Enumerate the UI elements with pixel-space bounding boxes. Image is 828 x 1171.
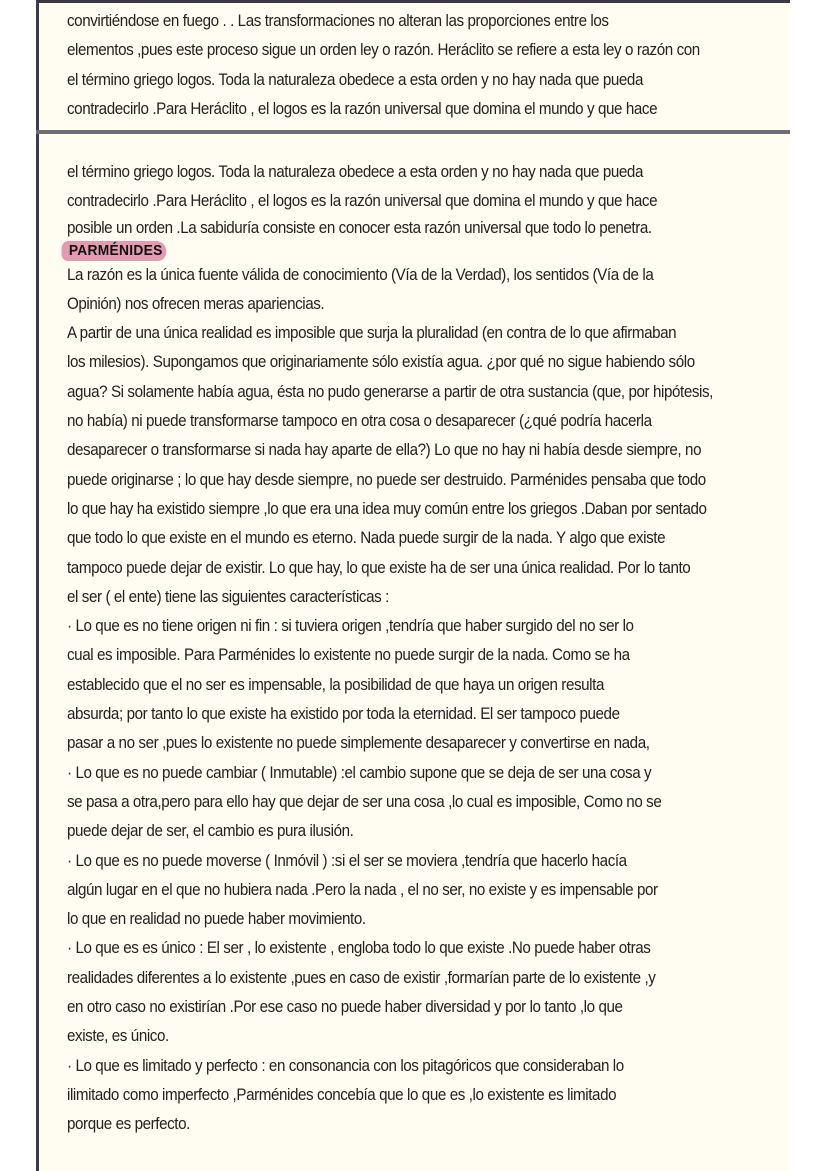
bullet-line: · Lo que es no puede cambiar ( Inmutable) :el cambio supone que se deja de ser una cosa y xyxy=(67,763,652,782)
section-heading-wrap xyxy=(67,239,723,261)
text-line: La razón es la única fuente válida de conocimiento (Vía de la Verdad), los sentidos (Vía de la xyxy=(67,265,654,284)
text-line: cual es imposible. Para Parménides lo existente no puede surgir de la nada. Como se ha xyxy=(67,646,630,665)
bullet-line: · Lo que es no tiene origen ni fin : si tuviera origen ,tendría que haber surgido del no ser lo xyxy=(67,617,634,636)
text-line: puede dejar de ser, el cambio es pura ilusión. xyxy=(67,822,354,841)
text-line: ilimitado como imperfecto ,Parménides concebía que lo que es ,lo existente es limitado xyxy=(67,1085,617,1104)
text-line: desaparecer o transformarse si nada hay aparte de ella?) Lo que no hay ni había desde siempre, no xyxy=(67,441,702,460)
text-line: existe, es único. xyxy=(67,1027,169,1046)
text-line: porque es perfecto. xyxy=(67,1115,190,1134)
text-line: puede originarse ; lo que hay desde siempre, no puede ser destruido. Parménides pensaba que todo xyxy=(67,470,706,489)
text-line: el término griego logos. Toda la naturaleza obedece a esta orden y no hay nada que pueda xyxy=(67,163,644,181)
text-line: tampoco puede dejar de existir. Lo que hay, lo que existe ha de ser una única realidad. Por lo tanto xyxy=(67,558,691,577)
text-line: que todo lo que existe en el mundo es eterno. Nada puede surgir de la nada. Y algo que existe xyxy=(67,529,666,548)
text-line: el término griego logos. Toda la naturaleza obedece a esta orden y no hay nada que pueda xyxy=(67,70,644,89)
text-line: absurda; por tanto lo que existe ha existido por toda la eternidad. El ser tampoco puede xyxy=(67,705,620,724)
text-line: se pasa a otra,pero para ello hay que dejar de ser una cosa ,lo cual es imposible, Como no se xyxy=(67,792,662,811)
text-line: lo que en realidad no puede haber movimiento. xyxy=(67,910,366,929)
text-line: agua? Si solamente había agua, ésta no pudo generarse a partir de otra sustancia (que, por hipótesis, xyxy=(67,382,713,401)
text-line: en otro caso no existirían .Por ese caso no puede haber diversidad y por lo tanto ,lo que xyxy=(67,998,623,1017)
text-line: contradecirlo .Para Heráclito , el logos es la razón universal que domina el mundo y que hace xyxy=(67,192,658,211)
text-line: convirtiéndose en fuego . . Las transformaciones no alteran las proporciones entre los xyxy=(67,12,609,30)
bullet-line: · Lo que es no puede moverse ( Inmóvil ) :si el ser se moviera ,tendría que hacerlo hacía xyxy=(67,851,627,870)
text-line: el ser ( el ente) tiene las siguientes características : xyxy=(67,587,389,606)
text-line: lo que hay ha existido siempre ,lo que era una idea muy común entre los griegos .Daban por sentado xyxy=(67,499,707,518)
section-heading-parmenides: PARMÉNIDES xyxy=(68,241,163,259)
text-line: realidades diferentes a lo existente ,pues en caso de existir ,formarían parte de lo existente ,y xyxy=(67,968,656,987)
text-line: Opinión) nos ofrecen meras apariencias. xyxy=(67,294,325,313)
section-heading-highlight xyxy=(61,241,166,261)
text-line: elementos ,pues este proceso sigue un orden ley o razón. Heráclito se refiere a esta ley o razón con xyxy=(67,41,700,60)
page-slice-top xyxy=(36,0,790,133)
text-line: pasar a no ser ,pues lo existente no puede simplemente desaparecer y convertirse en nada, xyxy=(67,734,650,753)
text-line: posible un orden .La sabiduría consiste en conocer esta razón universal que todo lo penetra. xyxy=(67,218,652,237)
text-line: A partir de una única realidad es imposible que surja la pluralidad (en contra de lo que afirmaban xyxy=(67,324,677,343)
heraclito-text-top xyxy=(67,7,723,124)
text-line: contradecirlo .Para Heráclito , el logos es la razón universal que domina el mundo y que hace xyxy=(67,99,658,118)
text-line: no había) ni puede transformarse tampoco en otra cosa o desaparecer (¿qué podría hacerla xyxy=(67,412,652,431)
page-slice-bottom xyxy=(36,134,790,1171)
text-line: algún lugar en el que no hubiera nada .Pero la nada , el no ser, no existe y es impensable por xyxy=(67,880,658,899)
bullet-line: · Lo que es es único : El ser , lo existente , engloba todo lo que existe .No puede haber otras xyxy=(67,939,651,958)
text-line: establecido que el no ser es impensable, la posibilidad de que haya un origen resulta xyxy=(67,675,604,694)
bullet-line: · Lo que es limitado y perfecto : en consonancia con los pitagóricos que consideraban lo xyxy=(67,1056,624,1075)
document-body xyxy=(67,158,723,1140)
text-line: los milesios). Supongamos que originariamente sólo existía agua. ¿por qué no sigue habiendo sólo xyxy=(67,353,695,372)
